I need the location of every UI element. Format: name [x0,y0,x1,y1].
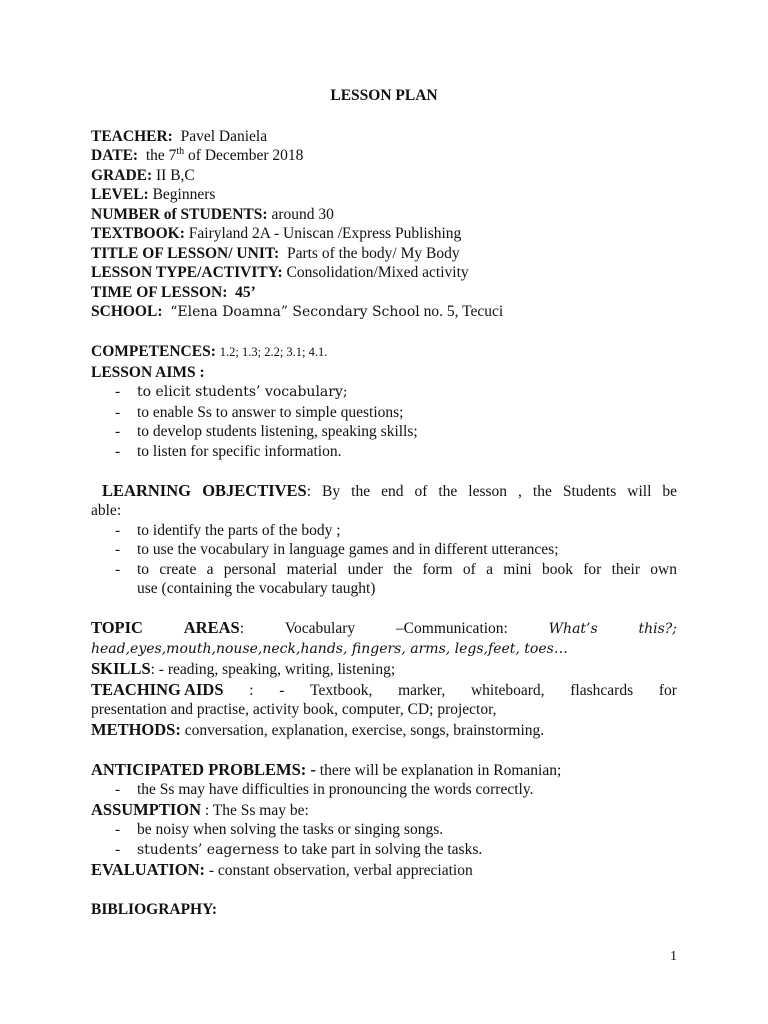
competences-label: COMPETENCES: [91,343,216,360]
objectives-item: - to identify the parts of the body ; [115,521,677,541]
school-row [91,302,677,323]
textbook-value: Fairyland 2A - Uniscan /Express Publishing [188,225,462,242]
grade-label: GRADE: [91,166,153,184]
topic-row: TOPIC AREAS: Vocabulary –Communication: What’s this?; [91,618,677,637]
aims-item: - to listen for specific information. [115,442,677,462]
topic-vocabulary-list: head,eyes,mouth,nouse,neck,hands, fingers, arms, legs,feet, toes… [91,640,568,657]
time-label: TIME OF LESSON: [91,283,228,301]
lesson-title-label: TITLE OF LESSON/ UNIT: [91,244,280,262]
date-row [91,146,677,166]
aims-list [91,382,677,461]
assumption-item: - students’ eagerness to take part in solving the tasks. [115,840,677,861]
assumption-label: ASSUMPTION [91,799,202,819]
lesson-type-label: LESSON TYPE/ACTIVITY: [91,264,283,281]
assumption-row [91,800,677,821]
problems-item: - the Ss may have difficulties in pronouncing the words correctly. [115,780,677,800]
aims-label: LESSON AIMS : [91,363,205,381]
problems-label: ANTICIPATED PROBLEMS: - [91,759,316,779]
skills-row [91,659,677,680]
aims-item: - to develop students listening, speaking skills; [115,422,677,442]
date-value-post: of December 2018 [184,147,304,164]
objectives-item: - to create a personal material under the form of a mini book for their own use (containing the vocabulary taught) [115,560,677,599]
time-row [91,283,677,303]
students-row [91,205,677,225]
teacher-row [91,127,677,147]
evaluation-row [91,860,677,881]
teacher-value: Pavel Daniela [180,127,268,145]
level-row [91,185,677,205]
teaching-aids-label: TEACHING AIDS [91,679,224,699]
lesson-title-value: Parts of the body/ My Body [286,244,460,262]
time-value: 45’ [235,283,256,301]
problems-value: there will be explanation in Romanian; [319,761,562,779]
evaluation-value: - constant observation, verbal appreciation [208,862,473,879]
assumption-item: - be noisy when solving the tasks or singing songs. [115,820,677,840]
level-value: Beginners [152,186,216,203]
objectives-label: LEARNING OBJECTIVES [102,480,307,500]
students-value: around 30 [271,205,334,223]
competences-row [91,342,677,363]
assumption-value: : The Ss may be: [204,801,309,819]
lesson-title-row [91,244,677,264]
methods-value: conversation, explanation, exercise, songs, brainstorming. [184,721,545,739]
level-label: LEVEL: [91,186,149,203]
school-name: “Elena Doamna” Secondary School [170,304,420,320]
aims-heading [91,363,677,383]
aims-item: - to elicit students’ vocabulary; [115,382,677,403]
students-label: NUMBER of STUDENTS: [91,205,268,223]
lesson-type-row [91,263,677,283]
lesson-type-value: Consolidation/Mixed activity [286,264,469,281]
assumption-list [91,820,677,860]
skills-label: SKILLS [91,659,151,678]
textbook-label: TEXTBOOK: [91,225,185,242]
problems-row [91,760,677,781]
problems-list [91,780,677,800]
teaching-aids-row: TEACHING AIDS : - Textbook, marker, whiteboard, flashcards for [91,679,677,699]
methods-row [91,720,677,741]
school-label: SCHOOL: [91,303,163,320]
teacher-label: TEACHER: [91,127,173,145]
objectives-list [91,521,677,599]
school-rest: no. 5, Tecuci [419,303,504,320]
skills-value: : - reading, speaking, writing, listening; [150,661,396,678]
competences-value: 1.2; 1.3; 2.2; 3.1; 4.1. [219,345,328,359]
objectives-intro-cont: able: [91,502,122,519]
page-number: 1 [670,949,677,964]
teaching-aids-cont: presentation and practise, activity book, computer, CD; projector, [91,701,497,718]
bibliography-label: BIBLIOGRAPHY: [91,901,218,918]
aims-item: - to enable Ss to answer to simple questions; [115,403,677,423]
grade-row [91,166,677,186]
objectives-item: - to use the vocabulary in language games and in different utterances; [115,540,677,560]
page-title: LESSON PLAN [330,87,438,104]
grade-value: II B,C [156,166,195,184]
date-value-pre: the 7 [145,147,177,164]
objectives-intro: LEARNING OBJECTIVES: By the end of the lesson , the Students will be [102,480,678,500]
methods-label: METHODS: [91,719,181,739]
evaluation-label: EVALUATION: [91,860,205,879]
bibliography-heading [91,900,677,920]
date-label: DATE: [91,147,139,164]
textbook-row [91,224,677,244]
date-value-sup: th [176,145,185,157]
